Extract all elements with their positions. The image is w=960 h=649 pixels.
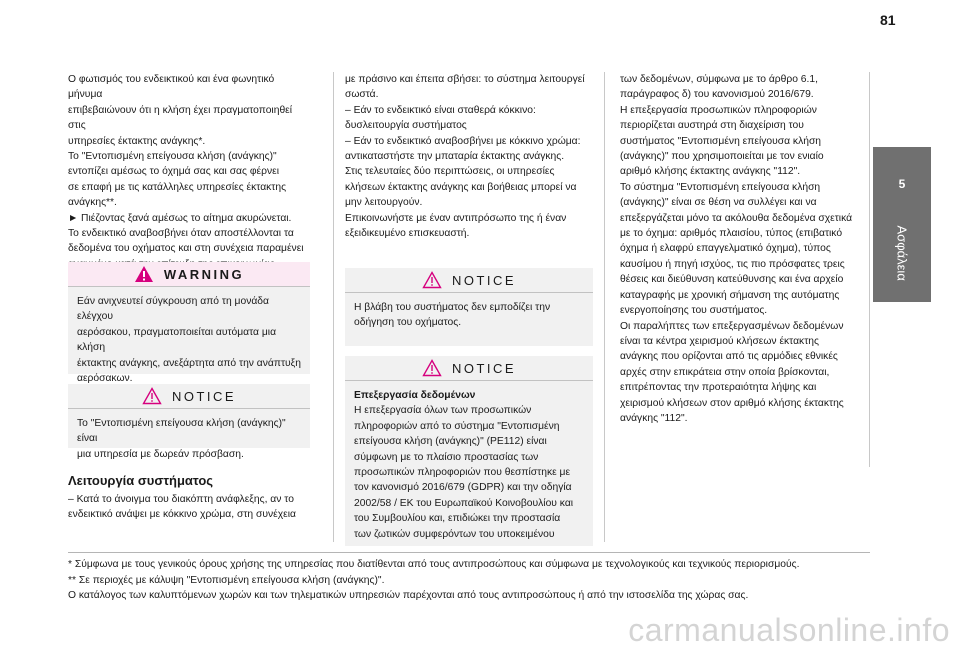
notice-text: Το "Εντοπισμένη επείγουσα κλήση (ανάγκης)" είναι μια υπηρεσία με δωρεάν πρόσβαση.	[77, 418, 286, 460]
column-3	[620, 72, 868, 426]
notice-title: NOTICE	[451, 272, 517, 288]
notice-title: NOTICE	[451, 360, 517, 376]
footnotes	[68, 557, 878, 604]
column-divider-1	[333, 72, 334, 542]
warning-triangle-outline-icon	[422, 271, 442, 289]
notice-header	[345, 268, 593, 293]
footnote-1: * Σύμφωνα με τους γενικούς όρους χρήσης της υπηρεσίας που διατίθενται από τους αντιπροσώπους και σύμφωνα με τεχνολογικούς και τεχνικούς περιορισμούς.	[68, 559, 800, 570]
column-3-text: των δεδομένων, σύμφωνα με το άρθρο 6.1, παράγραφος δ) του κανονισμού 2016/679. Η επεξεργασία προσωπικών πληροφοριών περιορίζεται αυστηρά στη διαχείριση του συστήματος "Εντοπισμένη επείγουσα κλήση (ανάγκης)" που χρησιμοποιείται με τον ενιαίο αριθμό κλήσης έκτακτης ανάγκης "112". Το σύστημα "Εντοπισμένη επείγουσα κλήση (ανάγκης)" είναι σε θέση να συλλέγει και να επεξεργάζεται μόνο τα ακόλουθα δεδομένα σχετικά με το όχημα: αριθμός πλαισίου, τύπος (επιβατικό όχημα ή ελαφρύ επαγγελματικό όχημα), τύπος καυσίμου ή πηγή ισχύος, τις πιο πρόσφατες τρεις θέσεις και διεύθυνση κατεύθυνσης και ένα αρχείο καταγραφής με χρονική σήμανση της αυτόματης ενεργοποίησης του συστήματος. Οι παραλήπτες των επεξεργασμένων δεδομένων είναι τα κέντρα χειρισμού κλήσεων έκτακτης ανάγκης που ορίζονται από τις αρμόδιες εθνικές αρχές στην επικράτεια στην οποία βρίσκονται, επιτρέποντας την προτεραιότητα λήψης και χειρισμού κλήσεων στον αριθμό κλήσης έκτακτης ανάγκης "112".	[620, 74, 853, 424]
notice-title: NOTICE	[171, 388, 237, 404]
section-text: – Κατά το άνοιγμα του διακόπτη ανάφλεξης, αν το ενδεικτικό ανάψει με κόκκινο χρώμα, στη συνέχεια	[68, 494, 296, 521]
notice-body	[345, 381, 593, 549]
warning-box	[68, 262, 310, 385]
watermark: carmanualsonline.info	[628, 612, 950, 648]
notice-box-2	[345, 268, 593, 346]
footnote-rule	[68, 552, 870, 553]
notice-text: Η βλάβη του συστήματος δεν εμποδίζει την οδήγηση του οχήματος.	[354, 302, 551, 329]
notice-heading: Επεξεργασία δεδομένων	[354, 390, 476, 401]
section-text-block	[68, 492, 310, 523]
warning-triangle-outline-icon	[142, 387, 162, 405]
warning-triangle-icon	[134, 265, 154, 283]
notice-text: Η επεξεργασία όλων των προσωπικών πληροφοριών από το σύστημα "Εντοπισμένη επείγουσα κλήση (ανάγκης)" (PE112) είναι σύμφωνη με το πλαίσιο προστασίας των προσωπικών πληροφοριών που θεσπίστηκε με τον κανονισμό 2016/679 (GDPR) και την οδηγία 2002/58 / ΕΚ του Ευρωπαϊκού Κοινοβουλίου και του Συμβουλίου και, επιδιώκει την προστασία των ζωτικών συμφερόντων του υποκειμένου	[354, 405, 574, 540]
footnote-3: Ο κατάλογος των καλυπτόμενων χωρών και των τηλεματικών υπηρεσιών παρέχονται από τους αντιπροσώπους ή από την ιστοσελίδα της χώρας σας.	[68, 590, 749, 602]
notice-header	[68, 384, 310, 409]
notice-header	[345, 356, 593, 381]
page-number: 81	[880, 12, 896, 28]
warning-triangle-outline-icon	[422, 359, 442, 377]
column-2-text: με πράσινο και έπειτα σβήσει: το σύστημα λειτουργεί σωστά. – Εάν το ενδεικτικό είναι σταθερά κόκκινο: δυσλειτουργία συστήματος – Εάν το ενδεικτικό αναβοσβήνει με κόκκινο χρώμα: αντικαταστήστε την μπαταρία έκτακτης ανάγκης. Στις τελευταίες δύο περιπτώσεις, οι υπηρεσίες κλήσεων έκτακτης ανάγκης και βοήθειας μπορεί να μην λειτουργούν. Επικοινωνήστε με έναν αντιπρόσωπο της ή έναν εξειδικευμένο επισκευαστή.	[345, 74, 585, 240]
column-divider-2	[604, 72, 605, 542]
footnote-2: ** Σε περιοχές με κάλυψη "Εντοπισμένη επείγουσα κλήση (ανάγκης)".	[68, 574, 385, 586]
column-2	[345, 72, 587, 241]
chapter-label: Ασφάλεια	[894, 225, 910, 281]
intro-paragraph: Ο φωτισμός του ενδεικτικού και ένα φωνητικό μήνυμα επιβεβαιώνουν ότι η κλήση έχει πραγματοποιηθεί στις υπηρεσίες έκτακτης ανάγκης*. Το "Εντοπισμένη επείγουσα κλήση (ανάγκης)" εντοπίζει αμέσως το όχημά σας και σας φέρνει σε επαφή με τις κατάλληλες υπηρεσίες έκτακτης ανάγκης**. ► Πιέζοντας ξανά αμέσως το αίτημα ακυρώνεται. Το ενδεικτικό αναβοσβήνει όταν αποστέλλονται τα δεδομένα του οχήματος και στη συνέχεια παραμένει	[68, 74, 304, 255]
notice-box-3	[345, 356, 593, 546]
warning-header	[68, 262, 310, 287]
column-divider-3	[869, 72, 870, 467]
column-1	[68, 72, 310, 272]
section-title: Λειτουργία συστήματος	[68, 473, 214, 488]
warning-title: WARNING	[163, 266, 245, 282]
warning-text: Εάν ανιχνευτεί σύγκρουση από τη μονάδα ελέγχου αερόσακου, πραγματοποιείται αυτόματα μια κλήση έκτακτης ανάγκης, ανεξάρτητα από την ανάπτυξη αερόσακων.	[77, 296, 302, 385]
chapter-number: 5	[898, 177, 906, 191]
notice-box-1	[68, 384, 310, 460]
